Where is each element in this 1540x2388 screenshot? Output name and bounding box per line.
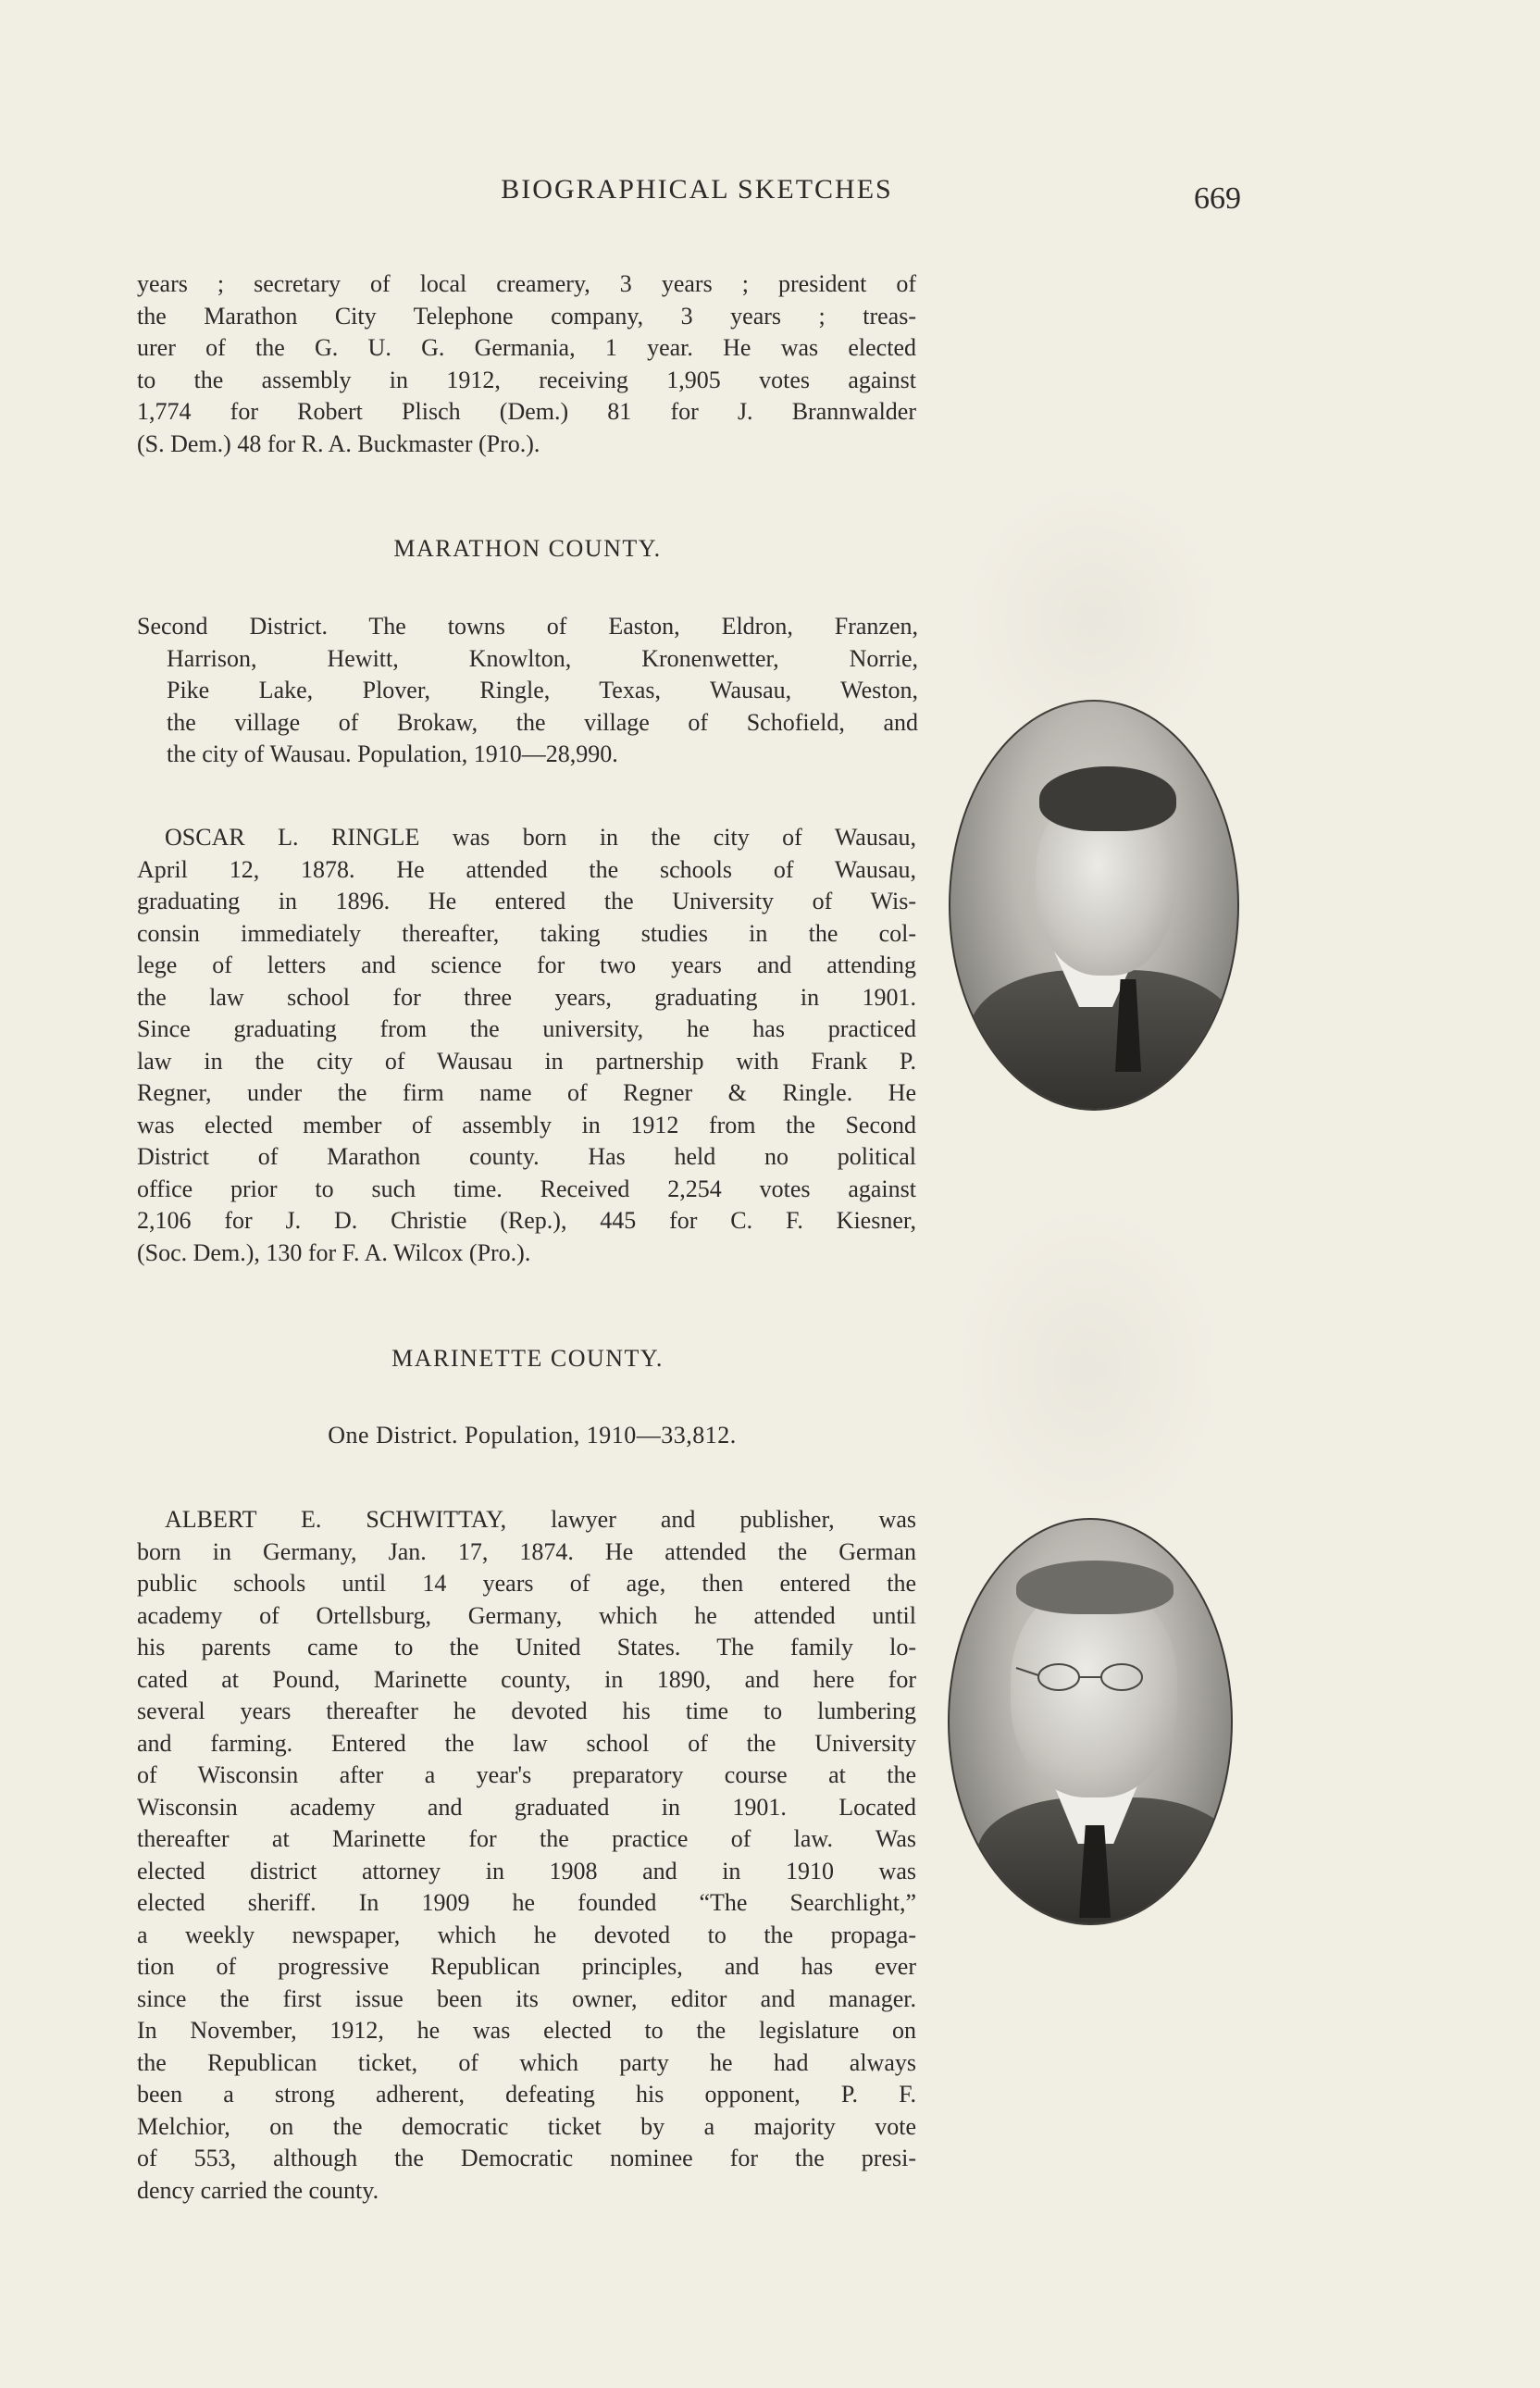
- eyeglasses-icon: [950, 1520, 1231, 1923]
- text-line: and farming. Entered the law school of the University: [137, 1729, 916, 1757]
- text-line: the Republican ticket, of which party he had always: [137, 2048, 916, 2076]
- text-line: consin immediately thereafter, taking studies in the col-: [137, 919, 916, 947]
- text-line: Harrison, Hewitt, Knowlton, Kronenwetter, Norrie,: [167, 644, 918, 672]
- running-head: BIOGRAPHICAL SKETCHES: [501, 174, 893, 205]
- text-line: elected district attorney in 1908 and in 1910 was: [137, 1857, 916, 1884]
- text-line: academy of Ortellsburg, Germany, which he attended until: [137, 1601, 916, 1629]
- text-line: been a strong adherent, defeating his opponent, P. F.: [137, 2081, 916, 2108]
- text-line: Pike Lake, Plover, Ringle, Texas, Wausau, Weston,: [167, 677, 918, 703]
- ringle-biography: [137, 822, 916, 1269]
- marinette-district-description: One District. Population, 1910—33,812.: [328, 1422, 737, 1449]
- text-line: of 553, although the Democratic nominee for the presi-: [137, 2145, 916, 2171]
- text-line: OSCAR L. RINGLE was born in the city of Wausau,: [165, 824, 916, 851]
- text-line: dency carried the county.: [137, 2176, 379, 2204]
- marathon-county-heading: MARATHON COUNTY.: [393, 535, 662, 562]
- text-line: cated at Pound, Marinette county, in 1890, and here for: [137, 1665, 916, 1693]
- text-line: 1,774 for Robert Plisch (Dem.) 81 for J. Brannwalder: [137, 398, 916, 425]
- text-line: tion of progressive Republican principles, and has ever: [137, 1953, 916, 1980]
- marinette-county-heading: MARINETTE COUNTY.: [391, 1345, 664, 1372]
- text-line: Wisconsin academy and graduated in 1901. Located: [137, 1793, 916, 1821]
- text-line: was elected member of assembly in 1912 from the Second: [137, 1111, 916, 1138]
- text-line: Regner, under the firm name of Regner & Ringle. He: [137, 1079, 916, 1106]
- text-line: the law school for three years, graduating in 1901.: [137, 983, 916, 1011]
- portrait-albert-schwittay: [948, 1518, 1233, 1925]
- text-line: District of Marathon county. Has held no political: [137, 1143, 916, 1170]
- text-line: to the assembly in 1912, receiving 1,905 votes against: [137, 366, 916, 393]
- text-line: Melchior, on the democratic ticket by a majority vote: [137, 2112, 916, 2140]
- text-line: office prior to such time. Received 2,254 votes against: [137, 1175, 916, 1202]
- schwittay-biography: [137, 1504, 916, 2207]
- portrait-oscar-ringle: [949, 700, 1239, 1111]
- bleed-through-shadow: [953, 1203, 1222, 1536]
- hair-shape: [1039, 766, 1176, 831]
- marathon-district-description: [137, 611, 918, 771]
- continued-biography: [137, 268, 916, 460]
- text-line: law in the city of Wausau in partnership with Frank P.: [137, 1047, 916, 1075]
- text-line: since the first issue been its owner, editor and manager.: [137, 1984, 916, 2012]
- text-line: April 12, 1878. He attended the schools of Wausau,: [137, 855, 916, 883]
- text-line: the Marathon City Telephone company, 3 years ; treas-: [137, 302, 916, 330]
- text-line: the city of Wausau. Population, 1910—28,990.: [167, 740, 618, 767]
- bleed-through-shadow: [962, 481, 1222, 759]
- text-line: urer of the G. U. G. Germania, 1 year. He was elected: [137, 334, 916, 361]
- text-line: ALBERT E. SCHWITTAY, lawyer and publisher, was: [165, 1506, 916, 1533]
- text-line: years ; secretary of local creamery, 3 years ; president of: [137, 270, 916, 297]
- text-line: In November, 1912, he was elected to the legislature on: [137, 2017, 916, 2044]
- text-line: lege of letters and science for two years and attending: [137, 951, 916, 978]
- text-line: several years thereafter he devoted his time to lumbering: [137, 1698, 916, 1724]
- text-line: Since graduating from the university, he has practiced: [137, 1015, 916, 1042]
- text-line: of Wisconsin after a year's preparatory course at the: [137, 1761, 916, 1788]
- text-line: graduating in 1896. He entered the University of Wis-: [137, 888, 916, 914]
- text-line: the village of Brokaw, the village of Schofield, and: [167, 708, 918, 736]
- text-line: 2,106 for J. D. Christie (Rep.), 445 for C. F. Kiesner,: [137, 1207, 916, 1234]
- page-number: 669: [1194, 181, 1241, 216]
- text-line: his parents came to the United States. The family lo-: [137, 1634, 916, 1660]
- text-line: thereafter at Marinette for the practice of law. Was: [137, 1825, 916, 1852]
- text-line: elected sheriff. In 1909 he founded “The Searchlight,”: [137, 1889, 916, 1916]
- text-line: public schools until 14 years of age, then entered the: [137, 1570, 916, 1597]
- text-line: Second District. The towns of Easton, Eldron, Franzen,: [137, 613, 918, 640]
- text-line: (S. Dem.) 48 for R. A. Buckmaster (Pro.).: [137, 429, 540, 457]
- text-line: a weekly newspaper, which he devoted to the propaga-: [137, 1921, 916, 1948]
- text-line: born in Germany, Jan. 17, 1874. He attended the German: [137, 1537, 916, 1565]
- text-line: (Soc. Dem.), 130 for F. A. Wilcox (Pro.).: [137, 1238, 531, 1266]
